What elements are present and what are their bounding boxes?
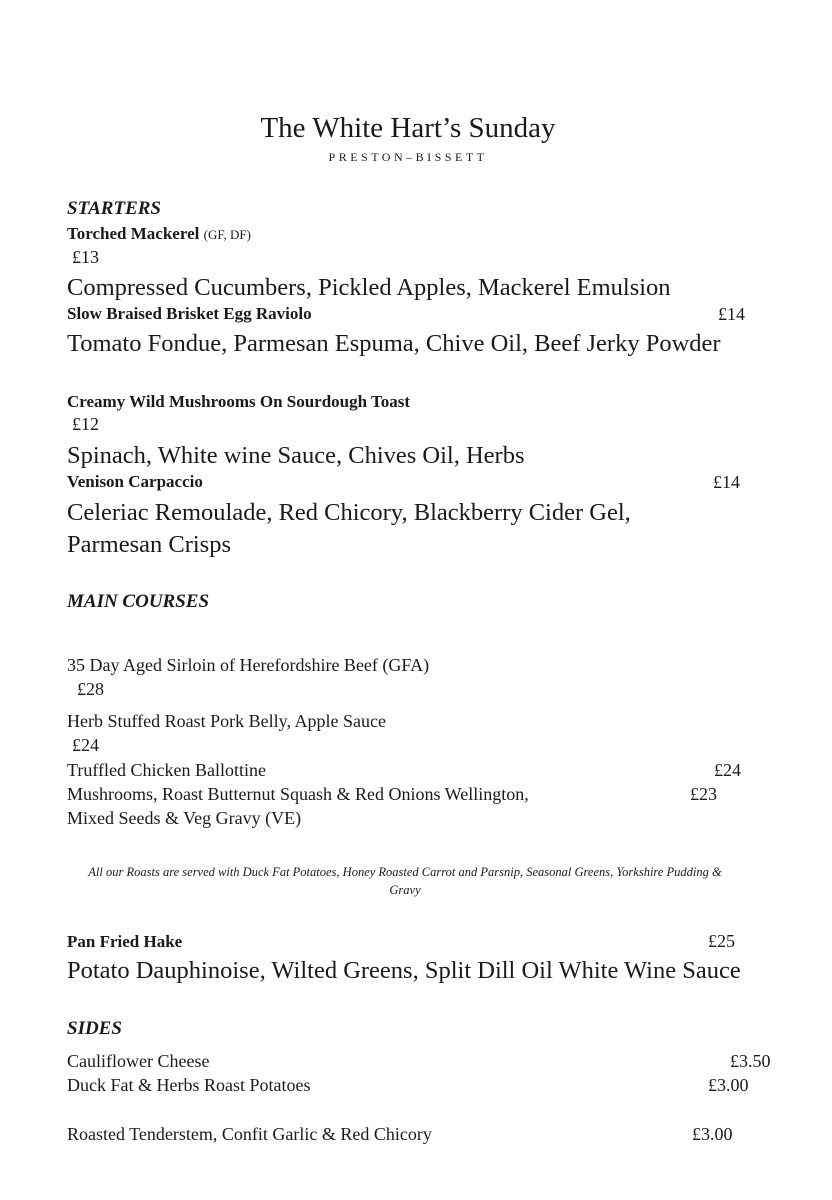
mains-heading: MAIN COURSES (67, 591, 210, 612)
starter-price: £12 (72, 414, 99, 434)
starter-description: Tomato Fondue, Parmesan Espuma, Chive Oil, Beef Jerky Powder (67, 330, 721, 357)
starter-price: £14 (713, 472, 740, 492)
hake-price: £25 (708, 931, 735, 951)
hake-description: Potato Dauphinoise, Wilted Greens, Split Dill Oil White Wine Sauce (67, 957, 741, 984)
side-price: £3.00 (708, 1075, 749, 1095)
sides-heading: SIDES (67, 1018, 122, 1039)
starter-description: Celeriac Remoulade, Red Chicory, Blackberry Cider Gel, Parmesan Crisps (67, 499, 631, 558)
main-name: Truffled Chicken Ballottine (67, 760, 266, 780)
dietary-tags: (GF, DF) (203, 227, 251, 242)
roasts-note: All our Roasts are served with Duck Fat Potatoes, Honey Roasted Carrot and Parsnip, Seasonal Greens, Yorkshire Pudding & Gravy (88, 865, 722, 897)
starter-description: Spinach, White wine Sauce, Chives Oil, Herbs (67, 442, 525, 469)
starter-name: Slow Braised Brisket Egg Raviolo (67, 304, 312, 323)
starter-price: £14 (718, 304, 745, 324)
main-name: Herb Stuffed Roast Pork Belly, Apple Sauce (67, 711, 386, 731)
main-price: £24 (714, 760, 741, 780)
main-price: £24 (72, 735, 99, 755)
side-price: £3.00 (692, 1124, 733, 1144)
starter-description: Compressed Cucumbers, Pickled Apples, Mackerel Emulsion (67, 274, 671, 301)
menu-title: The White Hart’s Sunday (260, 112, 556, 144)
starter-name: Creamy Wild Mushrooms On Sourdough Toast (67, 392, 411, 411)
side-name: Cauliflower Cheese (67, 1051, 210, 1071)
side-name: Roasted Tenderstem, Confit Garlic & Red Chicory (67, 1124, 432, 1144)
hake-name: Pan Fried Hake (67, 932, 183, 951)
starter-name: Torched Mackerel (GF, DF) (67, 224, 251, 243)
main-name-continued: Mixed Seeds & Veg Gravy (VE) (67, 808, 302, 828)
side-name: Duck Fat & Herbs Roast Potatoes (67, 1075, 311, 1095)
starter-name: Venison Carpaccio (67, 472, 203, 491)
main-name: Mushrooms, Roast Butternut Squash & Red Onions Wellington, (67, 784, 529, 804)
main-price: £23 (690, 784, 717, 804)
side-price: £3.50 (730, 1051, 771, 1071)
menu-subtitle: PRESTON–BISSETT (328, 150, 488, 164)
starter-price: £13 (72, 247, 99, 267)
starters-heading: STARTERS (67, 198, 161, 219)
main-price: £28 (77, 679, 104, 699)
main-name: 35 Day Aged Sirloin of Herefordshire Beef (GFA) (67, 655, 430, 675)
